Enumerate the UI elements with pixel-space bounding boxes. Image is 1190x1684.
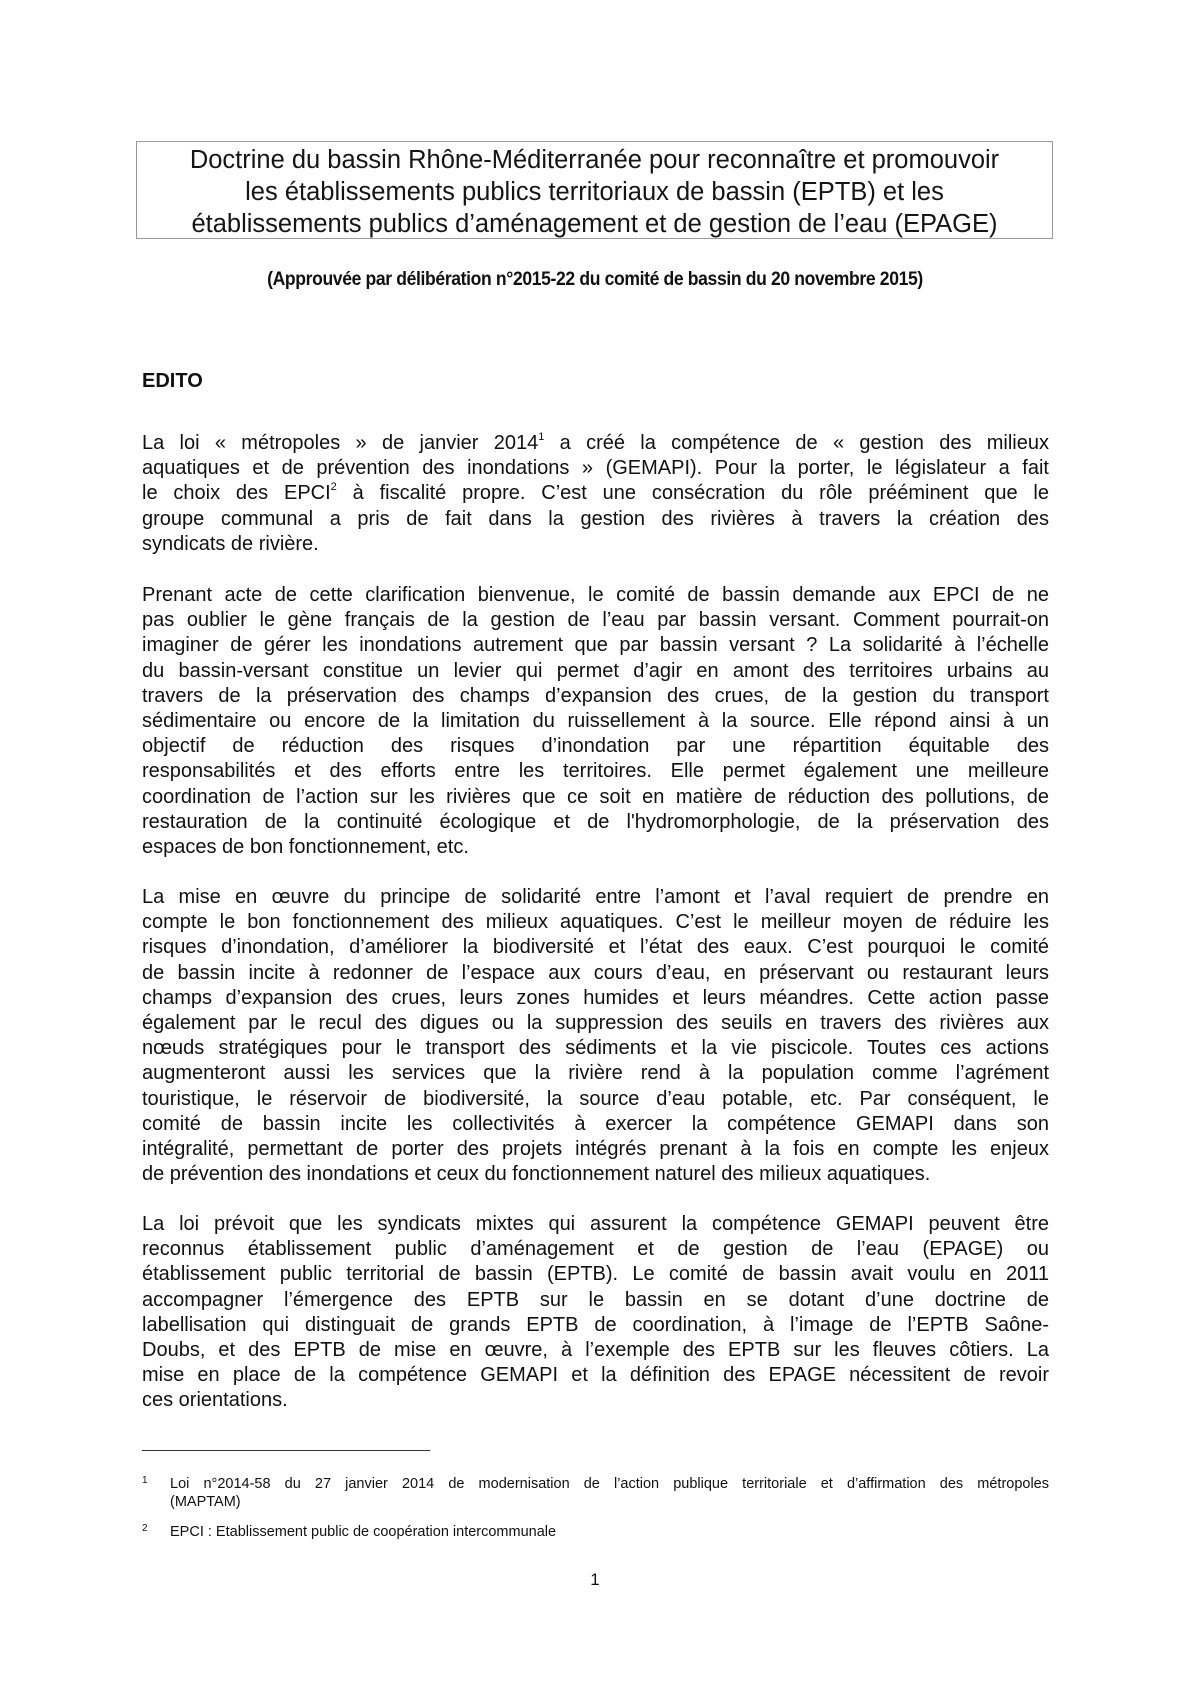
paragraph-line [142, 1036, 1049, 1061]
paragraph-line [142, 659, 1049, 684]
document-title-box [136, 141, 1053, 239]
paragraph-line [142, 684, 1049, 709]
paragraph-text: pas oublier le gène français de la gestion de l’eau par bassin versant. Comment pourrait-on [142, 609, 1049, 632]
paragraph-line [142, 709, 1049, 734]
paragraph-line [142, 532, 1049, 557]
footnote [142, 1475, 1049, 1515]
paragraph-text: labellisation qui distinguait de grands EPTB de coordination, à l’image de l’EPTB Saône- [142, 1313, 1049, 1336]
paragraph-text: établissement public territorial de bassin (EPTB). Le comité de bassin avait voulu en 2011 [142, 1263, 1049, 1286]
footnote [142, 1523, 1049, 1543]
paragraph-line [142, 633, 1049, 658]
paragraph-line [142, 608, 1049, 633]
paragraph-line [142, 507, 1049, 532]
footnote-reference[interactable]: 1 [538, 431, 545, 443]
paragraph-line [142, 1237, 1049, 1262]
paragraph [142, 885, 1049, 1187]
paragraph-text: Prenant acte de cette clarification bienvenue, le comité de bassin demande aux EPCI de ne [142, 584, 1049, 606]
paragraph-text: La mise en œuvre du principe de solidarité entre l’amont et l’aval requiert de prendre en [142, 886, 1049, 908]
paragraph-line [142, 1061, 1049, 1086]
paragraph-text: comité de bassin incite les collectivités à exercer la compétence GEMAPI dans son [142, 1112, 1049, 1135]
footnote-reference[interactable]: 2 [330, 481, 337, 494]
paragraph [142, 583, 1049, 860]
paragraph-line [142, 1388, 1049, 1413]
footnote-line: EPCI : Etablissement public de coopération intercommunale [170, 1524, 557, 1540]
paragraph-line [142, 1137, 1049, 1162]
paragraph-line [142, 910, 1049, 935]
section-heading: EDITO [142, 370, 203, 392]
paragraph-text: intégralité, permettant de porter des projets intégrés prenant à la fois en compte les enjeux [142, 1137, 1049, 1160]
paragraph-text: responsabilités et des efforts entre les territoires. Elle permet également une meilleure [142, 760, 1049, 783]
paragraph-text: accompagner l’émergence des EPTB sur le bassin en se dotant d’une doctrine de [142, 1288, 1049, 1311]
page-number: 1 [590, 1570, 600, 1589]
paragraph-text: augmenteront aussi les services que la rivière rend à la population comme l’agrément [142, 1062, 1049, 1085]
footnote-line: Loi n°2014-58 du 27 janvier 2014 de modernisation de l’action publique territoriale et d’affirmation des métropoles [170, 1476, 1049, 1492]
paragraph-text: syndicats de rivière. [142, 532, 319, 555]
paragraph-line [142, 785, 1049, 810]
paragraph-line [142, 734, 1049, 759]
paragraph-text: La loi prévoit que les syndicats mixtes qui assurent la compétence GEMAPI peuvent être [142, 1213, 1049, 1235]
paragraph-line [142, 1087, 1049, 1112]
paragraph-line [142, 1212, 1049, 1237]
paragraph-text: restauration de la continuité écologique et de l'hydromorphologie, de la préservation des [142, 810, 1049, 833]
paragraph-text: travers de la préservation des champs d’expansion des crues, de la gestion du transport [142, 684, 1049, 707]
paragraph-line [142, 1363, 1049, 1388]
paragraph-line [142, 810, 1049, 835]
paragraph-text: compte le bon fonctionnement des milieux aquatiques. C’est le meilleur moyen de réduire les [142, 911, 1049, 934]
paragraph-text: Doubs, et des EPTB de mise en œuvre, à l’exemple des EPTB sur les fleuves côtiers. La [142, 1338, 1049, 1361]
paragraph-text: risques d’inondation, d’améliorer la biodiversité et l’état des eaux. C’est pourquoi le comité [142, 936, 1049, 959]
paragraph-text: touristique, le réservoir de biodiversité, la source d’eau potable, etc. Par conséquent, le [142, 1087, 1049, 1110]
title-line: Doctrine du bassin Rhône-Méditerranée pour reconnaître et promouvoir [189, 146, 1000, 174]
paragraph-text: à fiscalité propre. C’est une consécration du rôle prééminent que le [336, 482, 1049, 505]
paragraph-line [142, 1338, 1049, 1363]
paragraph-line [142, 986, 1049, 1011]
paragraph-line [142, 935, 1049, 960]
paragraph-text: également par le recul des digues ou la suppression des seuils en travers des rivières aux [142, 1011, 1049, 1034]
paragraph-text: a créé la compétence de « gestion des milieux [544, 432, 1049, 454]
paragraph-text: ces orientations. [142, 1389, 288, 1412]
approval-note: (Approuvée par délibération n°2015-22 du comité de bassin du 20 novembre 2015) [267, 268, 923, 290]
paragraph-text: sédimentaire ou encore de la limitation du ruissellement à la source. Elle répond ainsi à un [142, 709, 1049, 732]
paragraph-text: le choix des EPCI [142, 482, 331, 505]
paragraph-line [142, 1162, 1049, 1187]
footnote-number: 1 [142, 1475, 148, 1486]
paragraph-line [142, 1288, 1049, 1313]
paragraph-text: imaginer de gérer les inondations autrement que par bassin versant ? La solidarité à l’échelle [142, 634, 1049, 657]
paragraph-text: mise en place de la compétence GEMAPI et la définition des EPAGE nécessitent de revoir [142, 1364, 1049, 1387]
paragraph-text: champs d’expansion des crues, leurs zones humides et leurs méandres. Cette action passe [142, 986, 1049, 1009]
paragraph-text: aquatiques et de prévention des inondations » (GEMAPI). Pour la porter, le législateur a fait [142, 457, 1049, 480]
paragraph-line [142, 456, 1049, 481]
title-line: les établissements publics territoriaux de bassin (EPTB) et les [245, 178, 944, 206]
paragraph-text: de bassin incite à redonner de l’espace aux cours d’eau, en préservant ou restaurant leurs [142, 961, 1049, 984]
paragraph-line [142, 835, 1049, 860]
footnote-separator [142, 1450, 430, 1451]
paragraph-text: La loi « métropoles » de janvier 2014 [142, 432, 539, 454]
paragraph [142, 1212, 1049, 1414]
paragraph-text: nœuds stratégiques pour le transport des sédiments et la vie piscicole. Toutes ces actions [142, 1037, 1049, 1060]
footnote-number: 2 [142, 1523, 148, 1534]
paragraph-line [142, 481, 1049, 506]
paragraph-text: de prévention des inondations et ceux du fonctionnement naturel des milieux aquatiques. [142, 1163, 931, 1186]
paragraph-line [142, 885, 1049, 910]
paragraph-line [142, 759, 1049, 784]
paragraph-text: espaces de bon fonctionnement, etc. [142, 835, 469, 858]
paragraph [142, 431, 1049, 557]
paragraph-line [142, 1262, 1049, 1287]
footnote-line: (MAPTAM) [170, 1494, 241, 1510]
paragraph-text: du bassin-versant constitue un levier qui permet d’agir en amont des territoires urbains au [142, 659, 1049, 682]
title-line: établissements publics d’aménagement et de gestion de l’eau (EPAGE) [191, 210, 998, 238]
paragraph-line [142, 431, 1049, 456]
paragraph-text: groupe communal a pris de fait dans la gestion des rivières à travers la création des [142, 507, 1049, 530]
paragraph-line [142, 583, 1049, 608]
paragraph-line [142, 961, 1049, 986]
paragraph-line [142, 1313, 1049, 1338]
paragraph-text: coordination de l’action sur les rivières que ce soit en matière de réduction des pollutions, de [142, 785, 1049, 808]
paragraph-line [142, 1112, 1049, 1137]
paragraph-text: reconnus établissement public d’aménagement et de gestion de l’eau (EPAGE) ou [142, 1238, 1049, 1261]
paragraph-text: objectif de réduction des risques d’inondation par une répartition équitable des [142, 735, 1049, 758]
paragraph-line [142, 1011, 1049, 1036]
